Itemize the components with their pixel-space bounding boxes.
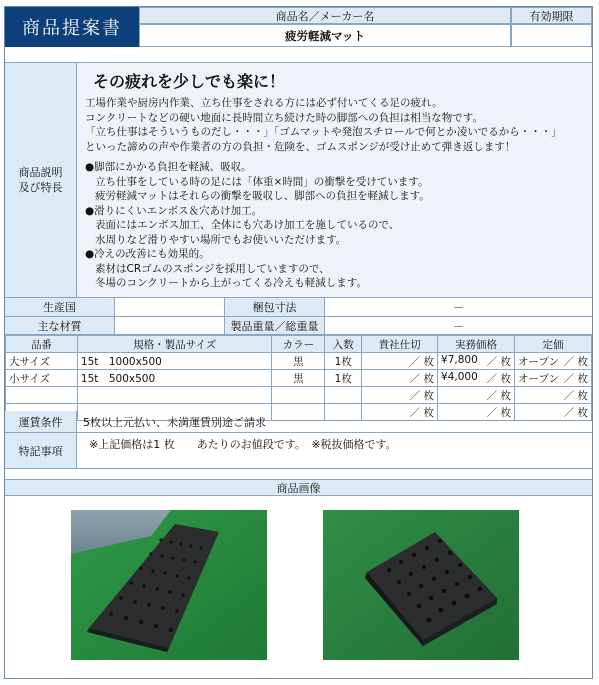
- col-header-color: カラー: [272, 336, 325, 353]
- cell-unit: ／ 枚: [486, 389, 511, 402]
- feature-line: 水周りなど滑りやすい場所でもお使いいただけます。: [95, 233, 347, 246]
- feature-line: 表面にはエンボス加工、全体にも穴あけ加工を施しているので、: [95, 219, 400, 231]
- intro-line: 工場作業や厨房内作業、立ち仕事をされる方には必ず付いてくる足の疲れ。: [85, 97, 443, 109]
- intro-line: といった諦めの声や作業者の方の負担・危険を、ゴムスポンジが受け止めて弾き返します！: [85, 140, 516, 153]
- small-mat-photo-icon: [323, 510, 519, 660]
- cell-unit: ／ 枚: [409, 389, 435, 402]
- origin-label: 生産国: [5, 298, 115, 316]
- expiry-value: [511, 24, 592, 47]
- notes-value: ※上記価格は1 枚 あたりのお値段です。 ※税抜価格です。: [89, 438, 397, 451]
- cell-qty: 1枚: [325, 353, 362, 370]
- material-value: [115, 317, 225, 334]
- packing-value: －: [453, 301, 464, 314]
- cell-color: [272, 387, 325, 404]
- cell-list-wrap: [514, 370, 591, 387]
- cell-unit: ／ 枚: [563, 406, 588, 419]
- spec-header-row: [6, 336, 592, 353]
- images-section-title: 商品画像: [5, 479, 592, 496]
- intro-line: 「立ち仕事はそういうものだし・・・」「ゴムマットや発泡スチロールで何とか凌いでるから・・・」: [85, 126, 562, 138]
- cell-color: 黒: [272, 370, 325, 387]
- product-name-value: 疲労軽減マット: [139, 24, 511, 47]
- cell-unit: ／ 枚: [486, 355, 511, 368]
- cell-price: ¥7,800: [441, 353, 478, 366]
- feature-title: ●滑りにくいエンボス＆穴あけ加工。: [85, 204, 263, 217]
- cell-unit: ／ 枚: [563, 355, 588, 368]
- cell-cost-wrap: [362, 387, 438, 404]
- cell-list: オープン: [517, 372, 560, 385]
- document-title: 商品提案書: [5, 7, 139, 47]
- feature-title: ●脚部にかかる負担を軽減、吸収。: [85, 161, 252, 173]
- packing-label: 梱包寸法: [225, 298, 325, 316]
- col-header-cost: 貴社仕切: [362, 336, 438, 353]
- notes-row: [5, 433, 592, 469]
- cell-cost-wrap: [362, 370, 438, 387]
- cell-unit: ／ 枚: [486, 372, 511, 385]
- product-photo-small: [323, 510, 519, 660]
- spec-row: [6, 370, 592, 387]
- proposal-sheet: [4, 6, 593, 679]
- shipping-label: 運賃条件: [5, 411, 77, 432]
- description-label-line1: 商品説明: [18, 166, 63, 179]
- feature-line: 冬場のコンクリートから上がってくる冷えも軽減します。: [95, 277, 367, 289]
- col-header-size: 規格・製品サイズ: [77, 336, 272, 353]
- spec-row: [6, 353, 592, 370]
- cell-unit: ／ 枚: [409, 406, 435, 419]
- intro-line: コンクリートなどの硬い地面に長時間立ち続けた時の脚部への負担は相当な物です。: [85, 111, 483, 124]
- info-row-material: [5, 317, 592, 335]
- header-spacer: [5, 47, 592, 63]
- cell-code: 小サイズ: [6, 370, 78, 387]
- shipping-row: [5, 411, 592, 433]
- cell-qty: [325, 387, 362, 404]
- col-header-qty: 入数: [325, 336, 362, 353]
- feature-line: 素材はCRゴムのスポンジを採用していますので、: [95, 262, 330, 275]
- cell-qty: 1枚: [325, 370, 362, 387]
- expiry-label: 有効期限: [511, 7, 592, 24]
- cell-color: 黒: [272, 353, 325, 370]
- cell-list: オープン: [517, 355, 560, 368]
- cell-unit: ／ 枚: [409, 372, 435, 385]
- col-header-list: 定価: [514, 336, 591, 353]
- cell-price-wrap: [438, 370, 515, 387]
- large-mat-photo-icon: [71, 510, 267, 660]
- cell-unit: ／ 枚: [409, 355, 435, 368]
- product-name-label: 商品名／メーカー名: [139, 7, 511, 24]
- cell-price-wrap: [438, 353, 515, 370]
- feature-line: 立ち仕事をしている時の足には「体重×時間」の衝撃を受けています。: [95, 175, 429, 188]
- cell-code: 大サイズ: [6, 353, 78, 370]
- spec-row: [6, 387, 592, 404]
- description-body: [77, 63, 592, 298]
- weight-value: －: [453, 319, 464, 333]
- spec-table: [5, 335, 592, 421]
- cell-cost-wrap: [362, 353, 438, 370]
- description-label: [5, 63, 77, 298]
- weight-label: 製品重量／総重量: [225, 317, 325, 334]
- cell-size: [77, 387, 272, 404]
- info-row-origin: [5, 298, 592, 317]
- cell-size: 15t 1000x500: [77, 353, 272, 370]
- origin-value: [115, 298, 225, 316]
- cell-code: [6, 387, 78, 404]
- feature-title: ●冷えの改善にも効果的。: [85, 248, 210, 260]
- cell-price-wrap: [438, 387, 515, 404]
- cell-price: ¥4,000: [441, 370, 478, 383]
- feature-line: 疲労軽減マットはそれらの衝撃を吸収し、脚部への負担を軽減します。: [95, 190, 430, 202]
- shipping-value: 5枚以上元払い、未満運賃別途ご請求: [83, 415, 266, 429]
- product-photo-large: [71, 510, 267, 660]
- description-label-line2: 及び特長: [18, 181, 63, 194]
- cell-size: 15t 500x500: [77, 370, 272, 387]
- notes-label: 特記事項: [5, 433, 77, 468]
- col-header-price: 実務価格: [438, 336, 515, 353]
- cell-unit: ／ 枚: [563, 372, 588, 385]
- col-header-code: 品番: [6, 336, 78, 353]
- cell-unit: ／ 枚: [486, 406, 511, 419]
- cell-unit: ／ 枚: [563, 389, 588, 402]
- cell-list-wrap: [514, 387, 591, 404]
- cell-list-wrap: [514, 353, 591, 370]
- description-headline: その疲れを少しでも楽に！: [93, 72, 286, 91]
- material-label: 主な材質: [5, 317, 115, 334]
